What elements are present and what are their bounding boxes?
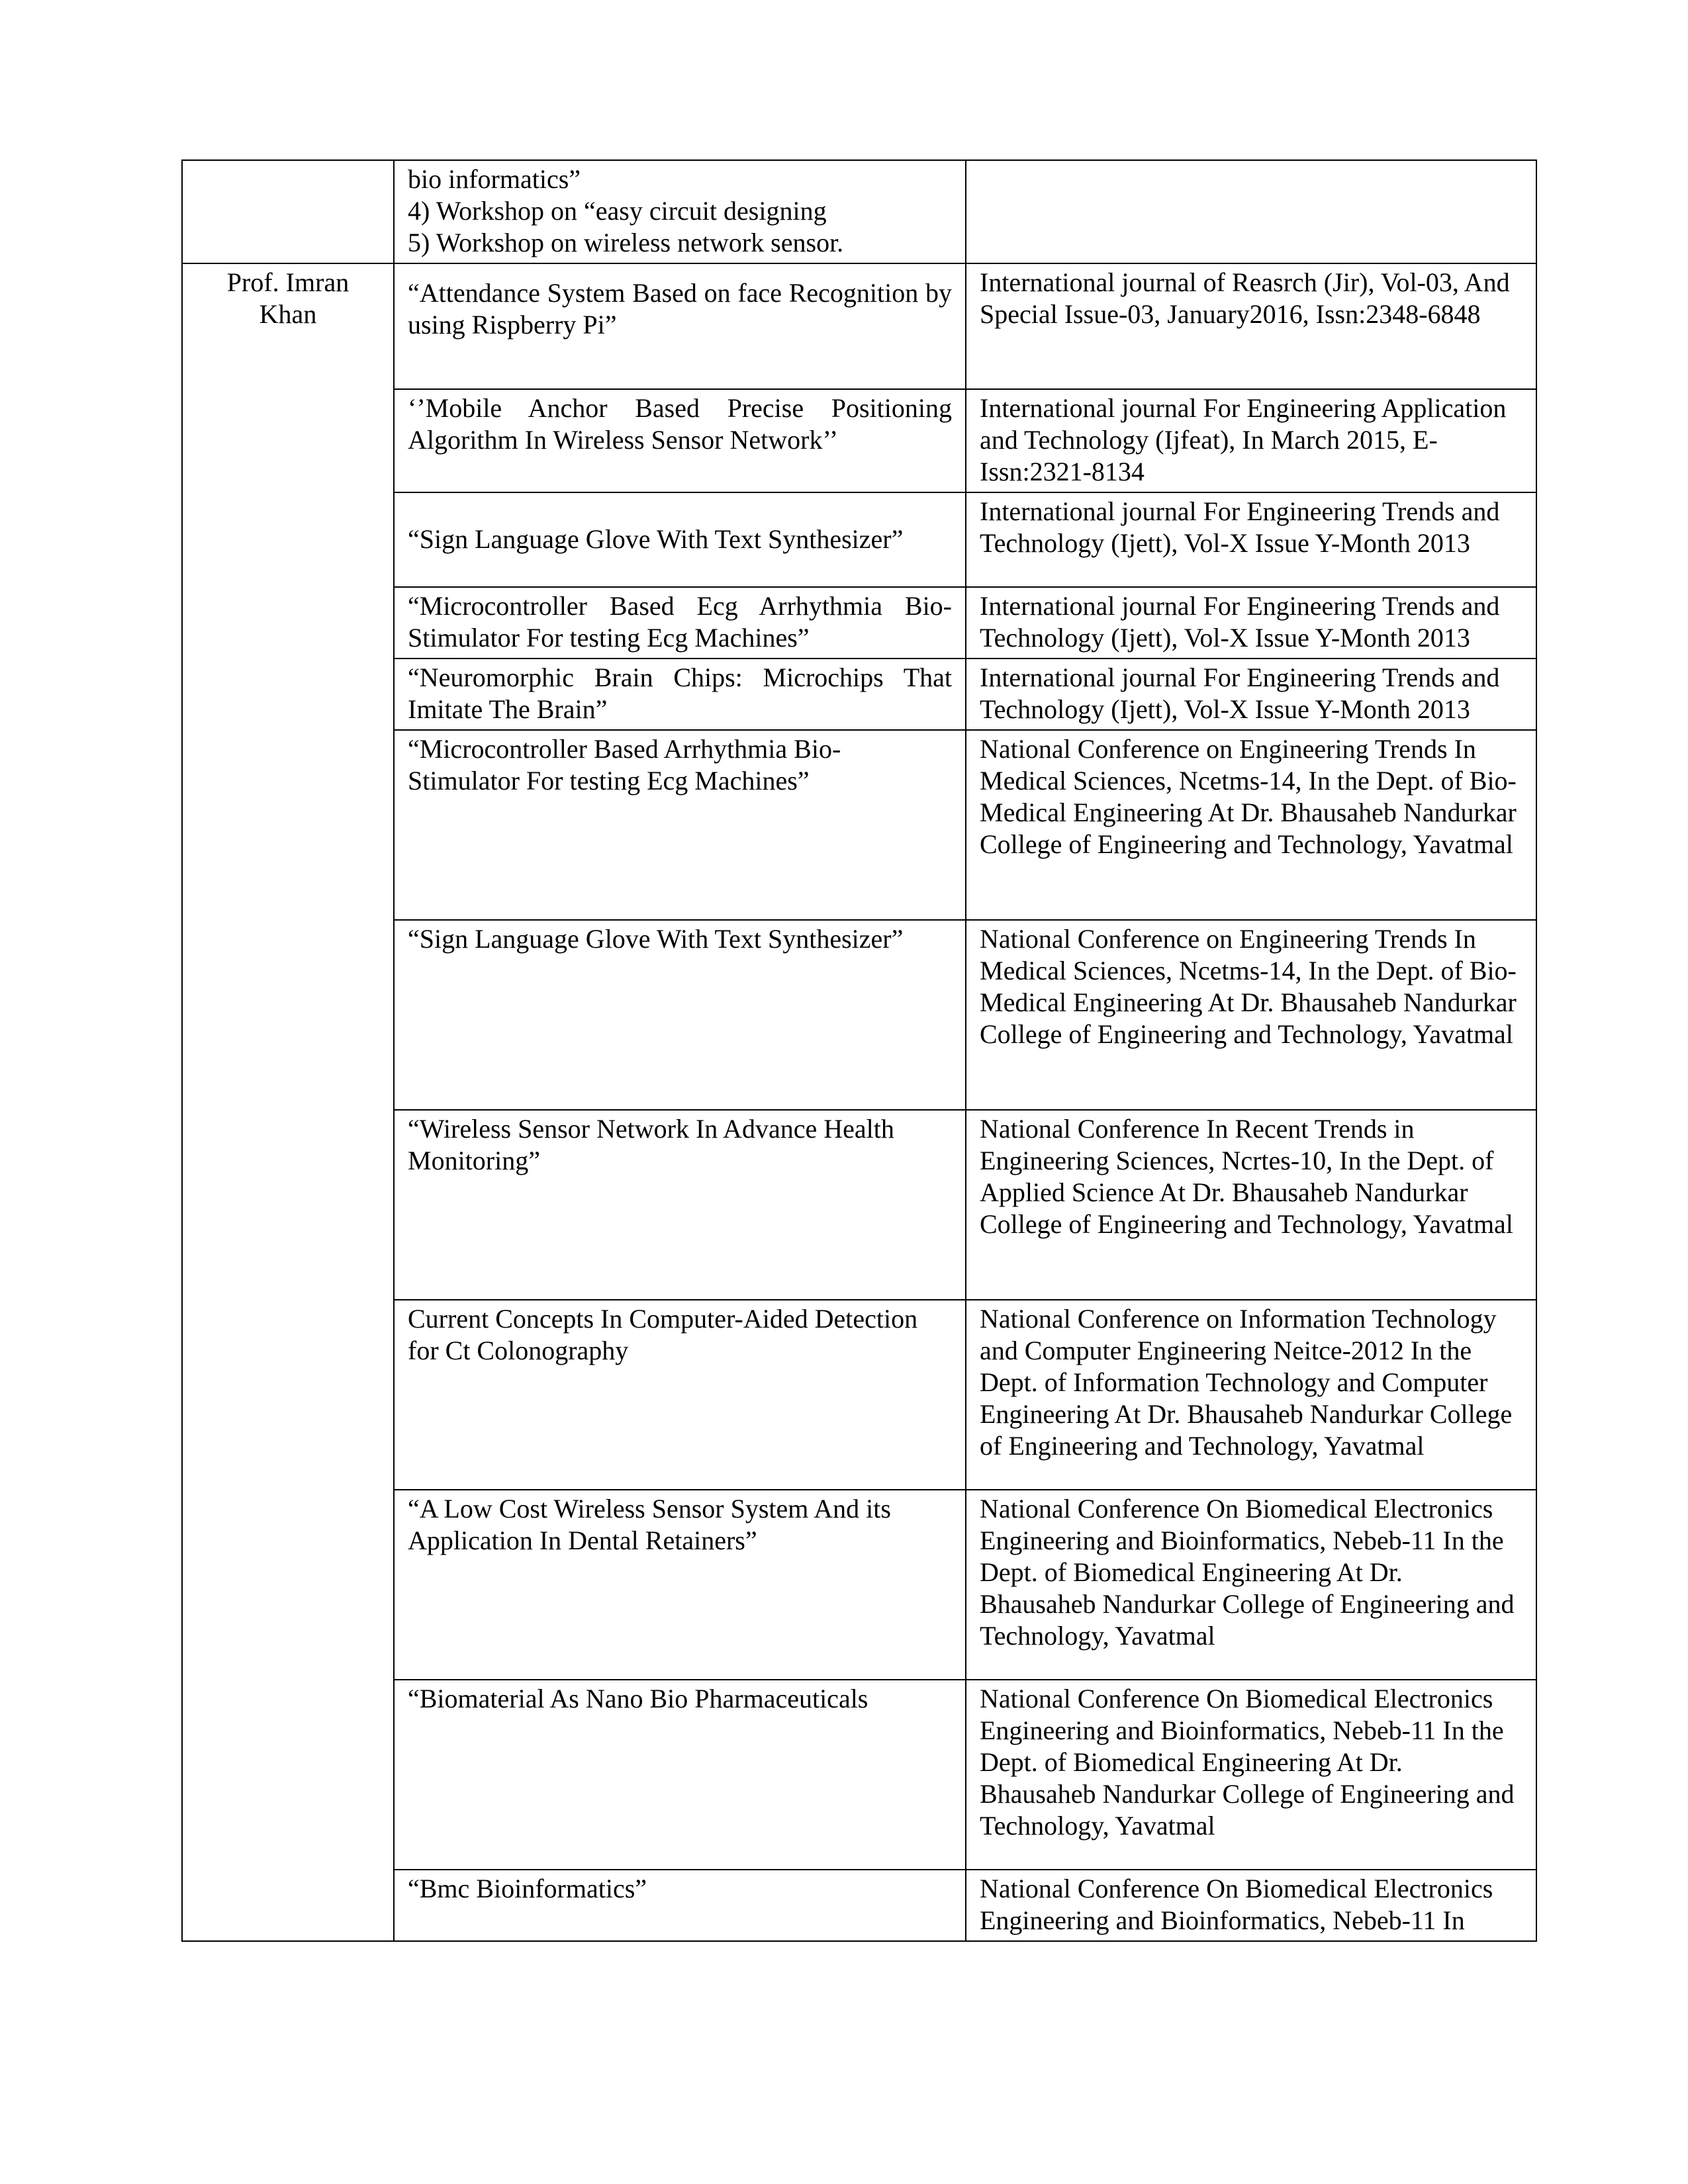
publication-venue: National Conference In Recent Trends in Engineering Sciences, Ncrtes-10, In the Dept. of Applied Science At Dr. Bhausaheb Nandurkar College of Engineering and Technology, Yavatmal (966, 1110, 1536, 1300)
publication-title: “Microcontroller Based Ecg Arrhythmia Bio-Stimulator For testing Ecg Machines” (394, 587, 966, 659)
publication-title: “A Low Cost Wireless Sensor System And its Application In Dental Retainers” (394, 1490, 966, 1680)
publication-title: “Attendance System Based on face Recognition by using Rispberry Pi” (394, 263, 966, 389)
publication-title: Current Concepts In Computer-Aided Detection for Ct Colonography (394, 1300, 966, 1490)
publication-venue: National Conference on Information Technology and Computer Engineering Neitce-2012 In the Dept. of Information Technology and Computer Engineering At Dr. Bhausaheb Nandurkar College of Engineering and Technology, Yavatmal (966, 1300, 1536, 1490)
venue-cell-empty (966, 160, 1536, 263)
publication-title: “Sign Language Glove With Text Synthesizer” (394, 920, 966, 1110)
publication-venue: International journal of Reasrch (Jir), Vol-03, And Special Issue-03, January2016, Issn:2348-6848 (966, 263, 1536, 389)
continuation-line: bio informatics” (408, 164, 581, 194)
publication-title: “Bmc Bioinformatics” (394, 1870, 966, 1941)
publication-venue: International journal For Engineering Trends and Technology (Ijett), Vol-X Issue Y-Month 2013 (966, 659, 1536, 730)
publication-venue: International journal For Engineering Trends and Technology (Ijett), Vol-X Issue Y-Month 2013 (966, 587, 1536, 659)
continuation-cell (394, 160, 966, 263)
publication-venue: International journal For Engineering Application and Technology (Ijfeat), In March 2015, E-Issn:2321-8134 (966, 389, 1536, 492)
table-row (182, 263, 1536, 389)
publication-title: ‘’Mobile Anchor Based Precise Positioning Algorithm In Wireless Sensor Network’’ (394, 389, 966, 492)
publication-venue: International journal For Engineering Trends and Technology (Ijett), Vol-X Issue Y-Month 2013 (966, 492, 1536, 587)
publications-table (181, 159, 1537, 1942)
publication-title: “Microcontroller Based Arrhythmia Bio-Stimulator For testing Ecg Machines” (394, 730, 966, 920)
publication-venue: National Conference On Biomedical Electronics Engineering and Bioinformatics, Nebeb-11 In (966, 1870, 1536, 1941)
publication-venue: National Conference on Engineering Trends In Medical Sciences, Ncetms-14, In the Dept. of Bio-Medical Engineering At Dr. Bhausaheb Nandurkar College of Engineering and Technology, Yavatmal (966, 920, 1536, 1110)
faculty-cell-empty (182, 160, 394, 263)
publication-title: “Wireless Sensor Network In Advance Health Monitoring” (394, 1110, 966, 1300)
continuation-line: 5) Workshop on wireless network sensor. (408, 228, 844, 257)
publication-venue: National Conference On Biomedical Electronics Engineering and Bioinformatics, Nebeb-11 In the Dept. of Biomedical Engineering At Dr. Bhausaheb Nandurkar College of Engineering and Technology, Yavatmal (966, 1490, 1536, 1680)
table-row (182, 160, 1536, 263)
publication-venue: National Conference on Engineering Trends In Medical Sciences, Ncetms-14, In the Dept. of Bio-Medical Engineering At Dr. Bhausaheb Nandurkar College of Engineering and Technology, Yavatmal (966, 730, 1536, 920)
publication-title: “Biomaterial As Nano Bio Pharmaceuticals (394, 1680, 966, 1870)
publication-title: “Neuromorphic Brain Chips: Microchips That Imitate The Brain” (394, 659, 966, 730)
faculty-name: Prof. Imran Khan (182, 263, 394, 1941)
publication-title: “Sign Language Glove With Text Synthesizer” (394, 492, 966, 587)
continuation-line: 4) Workshop on “easy circuit designing (408, 196, 827, 226)
publication-venue: National Conference On Biomedical Electronics Engineering and Bioinformatics, Nebeb-11 In the Dept. of Biomedical Engineering At Dr. Bhausaheb Nandurkar College of Engineering and Technology, Yavatmal (966, 1680, 1536, 1870)
